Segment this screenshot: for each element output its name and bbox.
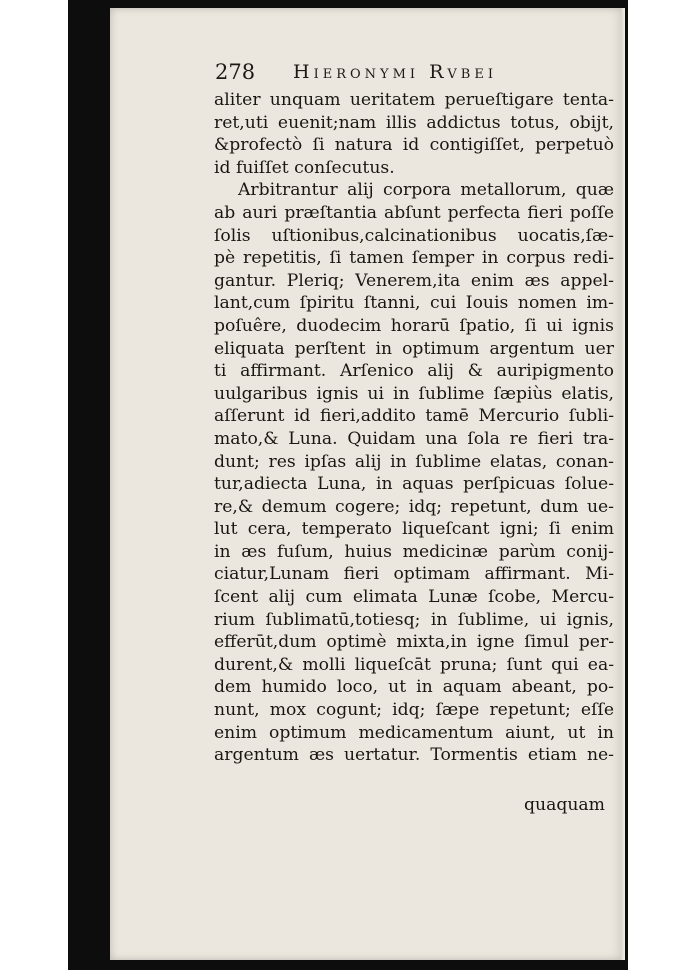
text-line: ſolis uſtionibus,calcinationibus uocatis,ſæ- — [214, 225, 614, 246]
text-line: pè repetitis, ſi tamen ſemper in corpus redi- — [214, 248, 614, 269]
text-line: gantur. Pleriq; Venerem,ita enim æs appel- — [214, 270, 614, 291]
text-line: nunt, mox cogunt; idq; ſæpe repetunt; eſſe — [214, 700, 614, 721]
body-text — [214, 89, 614, 767]
running-head — [215, 60, 615, 86]
text-line: aſſerunt id fieri,addito tamē Mercurio ſubli- — [214, 406, 614, 427]
text-line: poſuêre, duodecim horarū ſpatio, ſi ui ignis — [214, 315, 614, 336]
text-line: uulgaribus ignis ui in ſublime ſæpiùs elatis, — [214, 383, 614, 404]
text-line: dem humido loco, ut in aquam abeant, po- — [214, 677, 614, 698]
text-line: ciatur,Lunam fieri optimam affirmant. Mi- — [214, 564, 614, 585]
text-line: tur,adiecta Luna, in aquas perſpicuas ſolue- — [214, 474, 614, 495]
text-line: ab auri præſtantia abſunt perfecta fieri poſſe — [214, 202, 614, 223]
text-line: argentum æs uertatur. Tormentis etiam ne- — [214, 745, 614, 766]
text-line: mato,& Luna. Quidam una ſola re fieri tra- — [214, 428, 614, 449]
text-line: aliter unquam ueritatem perueſtigare tenta- — [214, 90, 614, 110]
running-title: Hieronymi Rvbei — [293, 61, 497, 83]
text-line: ret,uti euenit;nam illis addictus totus, obijt, — [214, 112, 614, 133]
text-line: &profectò ſi natura id contigiſſet, perpetuò — [214, 135, 614, 156]
text-line: Arbitrantur alij corpora metallorum, quæ — [238, 180, 614, 201]
text-line: rium ſublimatū,totiesq; in ſublime, ui ignis, — [214, 609, 614, 630]
page-number: 278 — [215, 60, 256, 84]
text-line: enim optimum medicamentum aiunt, ut in — [214, 722, 614, 743]
text-line: lut cera, temperato liqueſcant igni; ſi enim — [214, 519, 614, 540]
text-line: ti affirmant. Arſenico alij & auripigmento — [214, 361, 614, 382]
text-line: ſcent alij cum elimata Lunæ ſcobe, Mercu- — [214, 587, 614, 608]
text-line: re,& demum cogere; idq; repetunt, dum ue- — [214, 496, 614, 517]
catchword: quaquam — [524, 795, 605, 815]
text-line: durent,& molli liqueſcāt pruna; ſunt qui ea- — [214, 654, 614, 675]
text-line: lant,cum ſpiritu ſtanni, cui Iouis nomen im- — [214, 293, 614, 314]
text-line: efferūt,dum optimè mixta,in igne ſimul per- — [214, 632, 614, 653]
page-edge-shadow — [621, 8, 625, 960]
text-line: in æs fuſum, huius medicinæ parùm conij- — [214, 541, 614, 562]
text-line: id fuiſſet conſecutus. — [214, 157, 395, 178]
text-line: dunt; res ipſas alij in ſublime elatas, conan- — [214, 451, 614, 472]
text-line: eliquata perſtent in optimum argentum uer — [214, 338, 614, 359]
